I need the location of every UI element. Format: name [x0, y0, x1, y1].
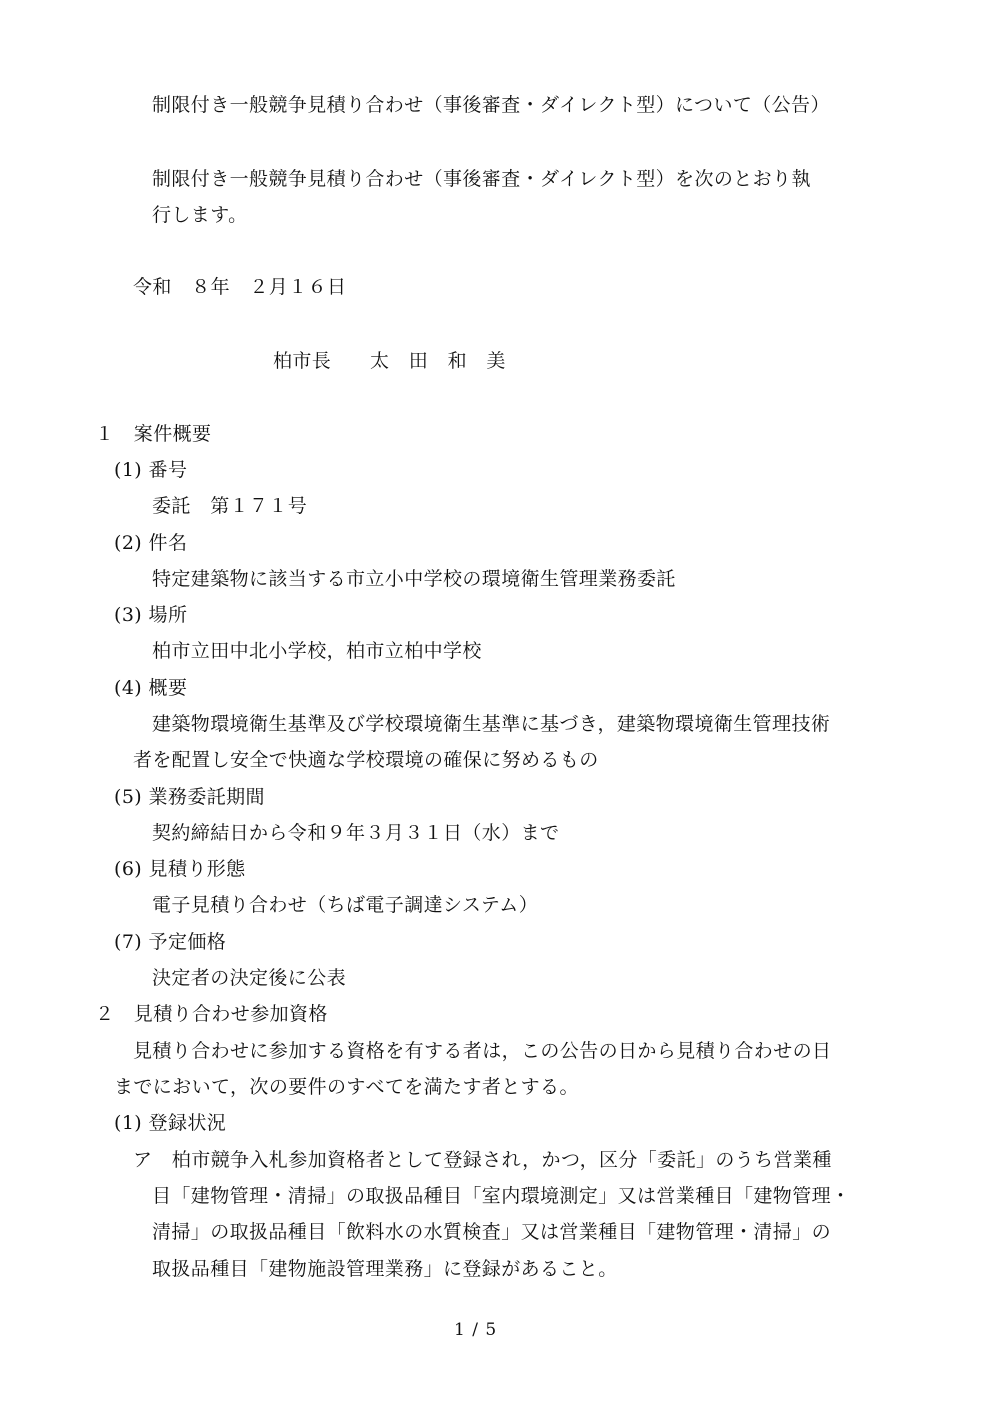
item-2-1-a-line-3: 清掃」の取扱品種目「飲料水の水質検査」又は営業種目「建物管理・清掃」の	[152, 1221, 832, 1243]
section-2-intro-2: までにおいて，次の要件のすべてを満たす者とする。	[114, 1076, 579, 1098]
section-2-intro-1: 見積り合わせに参加する資格を有する者は，この公告の日から見積り合わせの日	[133, 1040, 832, 1062]
item-1-3-text: 柏市立田中北小学校，柏市立柏中学校	[152, 640, 482, 662]
notice-date: 令和 ８年 ２月１６日	[133, 276, 347, 298]
item-2-1-a-line-4: 取扱品種目「建物施設管理業務」に登録があること。	[152, 1258, 618, 1280]
item-1-6-label: (6) 見積り形態	[114, 858, 246, 880]
item-1-3-label: (3) 場所	[114, 604, 188, 626]
item-1-7-label: (7) 予定価格	[114, 931, 227, 953]
item-1-7-text: 決定者の決定後に公表	[152, 967, 347, 989]
item-1-5-text: 契約締結日から令和９年３月３１日（水）まで	[152, 822, 560, 844]
item-1-4-label: (4) 概要	[114, 677, 188, 699]
item-1-1-label: (1) 番号	[114, 459, 188, 481]
item-1-4-line-2: 者を配置し安全で快適な学校環境の確保に努めるもの	[133, 749, 599, 771]
notice-title: 制限付き一般競争見積り合わせ（事後審査・ダイレクト型）について（公告）	[152, 94, 830, 116]
issuer-name: 柏市長 太 田 和 美	[273, 350, 506, 372]
item-1-6-text: 電子見積り合わせ（ちば電子調達システム）	[152, 894, 539, 916]
item-2-1-a-line-2: 目「建物管理・清掃」の取扱品種目「室内環境測定」又は営業種目「建物管理・	[152, 1185, 851, 1207]
section-1-heading: １ 案件概要	[95, 423, 212, 445]
item-1-5-label: (5) 業務委託期間	[114, 786, 265, 808]
item-1-1-text: 委託 第１７１号	[152, 495, 308, 517]
page-number: 1 / 5	[454, 1320, 498, 1340]
intro-line-1: 制限付き一般競争見積り合わせ（事後審査・ダイレクト型）を次のとおり執	[152, 168, 811, 190]
item-2-1-a-line-1: ア 柏市競争入札参加資格者として登録され，かつ，区分「委託」のうち営業種	[133, 1149, 832, 1171]
item-1-4-line-1: 建築物環境衛生基準及び学校環境衛生基準に基づき，建築物環境衛生管理技術	[152, 713, 831, 735]
item-1-2-text: 特定建築物に該当する市立小中学校の環境衛生管理業務委託	[152, 568, 676, 590]
item-2-1-label: (1) 登録状況	[114, 1112, 227, 1134]
item-1-2-label: (2) 件名	[114, 532, 188, 554]
intro-line-2: 行します。	[152, 204, 248, 226]
section-2-heading: ２ 見積り合わせ参加資格	[95, 1003, 328, 1025]
